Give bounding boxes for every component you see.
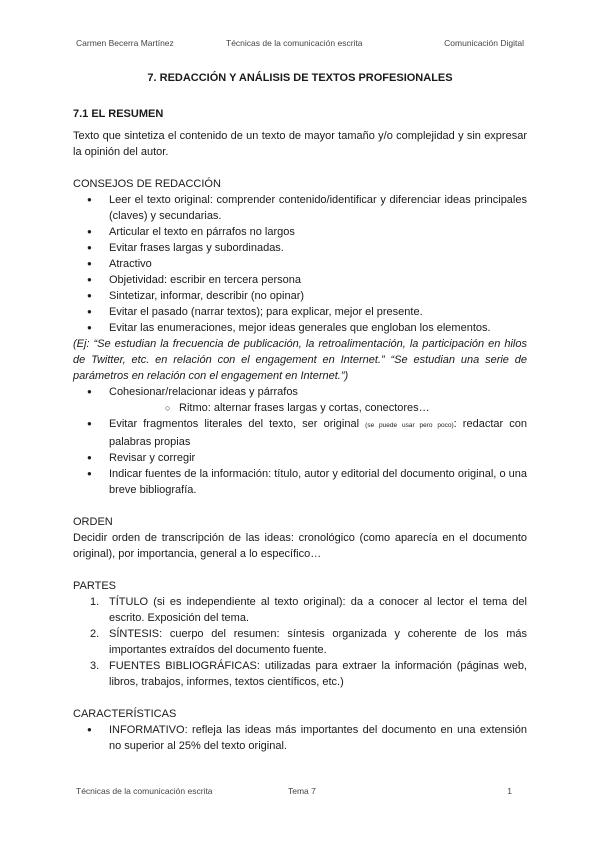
list-item: ● INFORMATIVO: refleja las ideas más importantes del documento en una extensión no superior al 25% del texto original.	[73, 722, 527, 754]
list-item	[73, 658, 527, 690]
list-item: ● Objetividad: escribir en tercera persona	[73, 272, 527, 288]
example-note: (Ej: “Se estudian la frecuencia de publicación, la retroalimentación, la participación en hilos de Twitter, etc. en relación con el engagement en Internet.” “Se estudian una serie de parámetros en relación con el engagement en Internet.”)	[73, 338, 527, 382]
header-course: Comunicación Digital	[444, 38, 524, 48]
caracteristicas-list	[73, 722, 527, 754]
partes-label: PARTES	[73, 580, 116, 592]
small-note: (se puede usar pero poco)	[365, 422, 454, 429]
list-item: ● Atractivo	[73, 256, 527, 272]
list-item-text: SÍNTESIS: cuerpo del resumen: síntesis organizada y coherente de los más importantes extraídos del documento fuente.	[109, 628, 527, 656]
list-item: ● Evitar frases largas y subordinadas.	[73, 240, 527, 256]
sub-list-item: ○ Ritmo: alternar frases largas y cortas, conectores…	[109, 400, 527, 416]
sub-list	[109, 400, 527, 416]
list-item	[73, 384, 527, 416]
footer-subject: Técnicas de la comunicación escrita	[76, 786, 213, 796]
document-body	[73, 70, 527, 754]
header-author: Carmen Becerra Martínez	[76, 38, 174, 48]
list-item: ● Evitar el pasado (narrar textos); para explicar, mejor el presente.	[73, 304, 527, 320]
list-item: ● Leer el texto original: comprender contenido/identificar y diferenciar ideas principales (claves) y secundarias.	[73, 192, 527, 224]
consejos-list	[73, 192, 527, 336]
list-item-text: FUENTES BIBLIOGRÁFICAS: utilizadas para extraer la información (páginas web, libros, trabajos, informes, textos científicos, etc.)	[109, 660, 527, 688]
document-title: 7. REDACCIÓN Y ANÁLISIS DE TEXTOS PROFESIONALES	[147, 72, 453, 84]
list-item-text: Cohesionar/relacionar ideas y párrafos	[109, 386, 298, 398]
list-item-text: TÍTULO (si es independiente al texto original): da a conocer al lector el tema del escrito. Exposición del tema.	[109, 596, 527, 624]
list-item: ● Evitar las enumeraciones, mejor ideas generales que engloban los elementos.	[73, 320, 527, 336]
page-number: 1	[507, 786, 512, 796]
partes-list	[73, 594, 527, 690]
list-item-text: : redactar con palabras propias	[109, 418, 528, 448]
list-item	[73, 416, 527, 450]
list-item	[73, 594, 527, 626]
list-number: 2.	[90, 628, 100, 640]
consejos-list-continued	[73, 384, 527, 498]
list-number: 1.	[90, 596, 100, 608]
list-item: ● Articular el texto en párrafos no largos	[73, 224, 527, 240]
section-title: 7.1 EL RESUMEN	[73, 108, 164, 120]
orden-label: ORDEN	[73, 516, 113, 528]
footer-topic: Tema 7	[288, 786, 316, 796]
intro-paragraph: Texto que sintetiza el contenido de un texto de mayor tamaño y/o complejidad y sin expresar la opinión del autor.	[73, 130, 527, 158]
orden-paragraph: Decidir orden de transcripción de las ideas: cronológico (como aparecía en el documento original), por importancia, general a lo específico…	[73, 532, 527, 560]
list-item: ● Revisar y corregir	[73, 450, 527, 466]
list-number: 3.	[90, 660, 100, 672]
list-item	[73, 626, 527, 658]
header-subject: Técnicas de la comunicación escrita	[226, 38, 363, 48]
list-item-text: Evitar fragmentos literales del texto, ser original	[109, 418, 360, 430]
list-item: ● Sintetizar, informar, describir (no opinar)	[73, 288, 527, 304]
list-item: ● Indicar fuentes de la información: título, autor y editorial del documento original, o una breve bibliografía.	[73, 466, 527, 498]
caracteristicas-label: CARACTERÍSTICAS	[73, 708, 177, 720]
consejos-label: CONSEJOS DE REDACCIÓN	[73, 178, 221, 190]
